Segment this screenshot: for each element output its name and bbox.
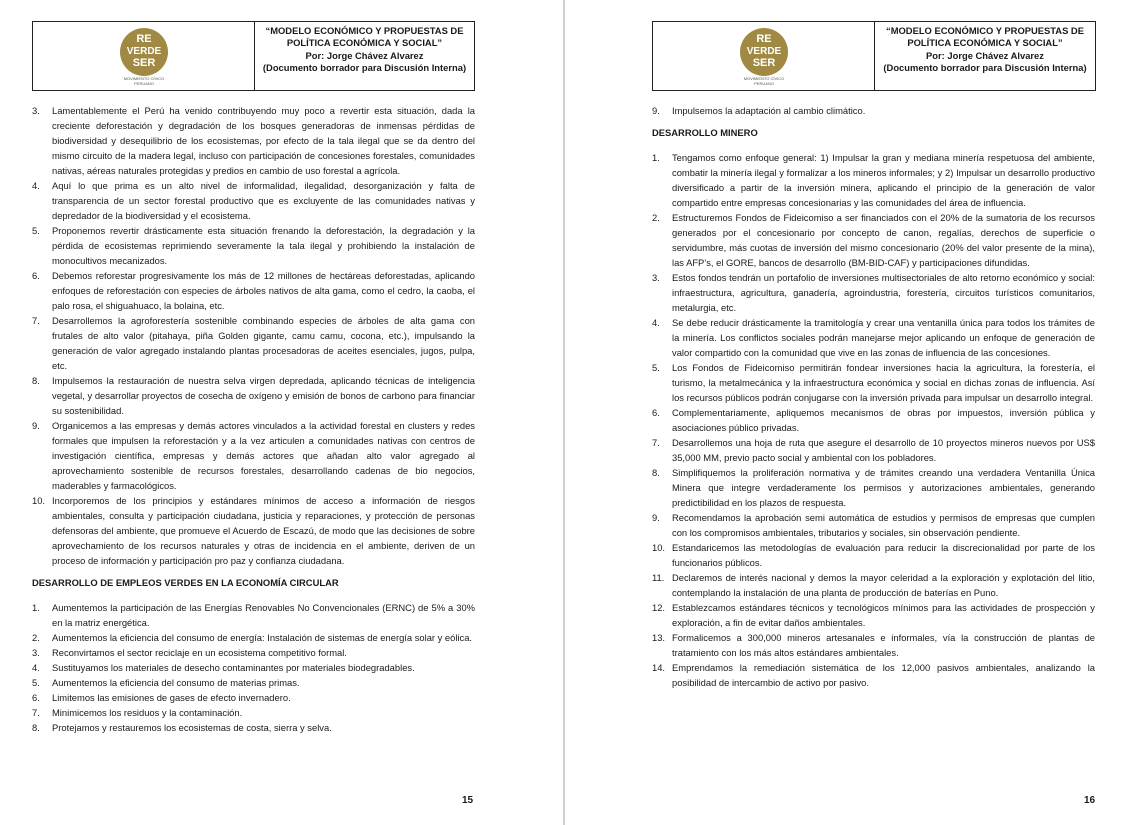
item-number: 4.	[32, 662, 40, 673]
item-number: 10.	[652, 542, 666, 553]
item-number: 6.	[652, 407, 660, 418]
list-item	[32, 720, 475, 735]
item-number: 1.	[32, 602, 40, 613]
header-title-line1: “MODELO ECONÓMICO Y PROPUESTAS DE	[886, 25, 1084, 36]
item-number: 10.	[32, 495, 46, 506]
list-item	[32, 705, 475, 720]
header-title-block	[255, 22, 474, 90]
item-text: Aquí lo que prima es un alto nivel de informalidad, ilegalidad, desorganización y falta de transparencia de un sector forestal productivo que es excluyente de las comunidades nativas y depredador de la biodiversidad y el ecosistema.	[52, 180, 475, 221]
item-text: Recomendamos la aprobación semi automática de estudios y permisos de empresas que cumplen con los compromisos ambientales, tributarios y sociales, sin observación pendiente.	[672, 512, 1095, 538]
header-note: (Documento borrador para Discusión Interna)	[883, 61, 1087, 73]
item-text: Se debe reducir drásticamente la tramitología y crear una ventanilla única para todos los trámites de la minería. Los conflictos sociales podrán manejarse mejor aplicando un enfoque de generación de valor compartido con la comunidad que vive en las zonas de influencia de las concesiones.	[672, 317, 1095, 358]
svg-text:PERUANO: PERUANO	[134, 81, 154, 86]
item-text: Aumentemos la eficiencia del consumo de materias primas.	[52, 677, 300, 688]
item-text: Desarrollemos una hoja de ruta que asegure el desarrollo de 10 proyectos mineros nuevos por US$ 35,000 MM, previo pacto social y ambiental con los pobladores.	[672, 437, 1095, 463]
item-number: 14.	[652, 662, 666, 673]
item-number: 8.	[32, 722, 40, 733]
list-item	[652, 465, 1095, 510]
item-number: 7.	[652, 437, 660, 448]
page-header	[32, 21, 475, 91]
item-number: 2.	[32, 632, 40, 643]
item-text: Los Fondos de Fideicomiso permitirán fondear inversiones hacia la agricultura, la forestería, el turismo, la metalmecánica y la infraestructura económica y social en dichas zonas de influencia. Así los recursos públicos podrán conjugarse con la inversión privada para impulsar un desarrollo integral.	[672, 362, 1095, 403]
item-number: 9.	[652, 512, 660, 523]
item-number: 1.	[652, 152, 660, 163]
item-text: Establezcamos estándares técnicos y tecnológicos mínimos para las actividades de prospección y exploración, a fin de evitar daños ambientales.	[672, 602, 1095, 628]
header-title-block	[875, 22, 1095, 90]
header-title-line1: “MODELO ECONÓMICO Y PROPUESTAS DE	[265, 25, 464, 36]
list-item	[32, 690, 475, 705]
list-item	[32, 675, 475, 690]
list-item	[652, 570, 1095, 600]
list-item	[32, 178, 475, 223]
list-item	[32, 373, 475, 418]
item-number: 3.	[652, 272, 660, 283]
list-item	[32, 313, 475, 373]
item-text: Declaremos de interés nacional y demos la mayor celeridad a la exploración y explotación del litio, contemplando la instalación de una planta de producción de baterías en Puno.	[672, 572, 1095, 598]
item-number: 9.	[32, 420, 40, 431]
header-note: (Documento borrador para Discusión Interna)	[262, 61, 467, 73]
header-author: Por: Jorge Chávez Alvarez	[926, 49, 1044, 61]
page-15	[0, 0, 563, 825]
item-number: 12.	[652, 602, 666, 613]
item-text: Organicemos a las empresas y demás actores vinculados a la actividad forestal en clusters y redes formales que impulsen la reforestación y a la vez articulen a comunidades nativas con centros de investigación científica, empresas y demás actores que añadan alto valor agregado al aprovechamiento sostenible de recursos forestales, desarrollando cadenas de bio negocios, maderables y farmacológicos.	[52, 420, 475, 491]
page-number: 15	[462, 795, 474, 806]
header-title-line2: POLÍTICA ECONÓMICA Y SOCIAL”	[907, 37, 1063, 49]
page-number: 16	[1084, 795, 1096, 806]
item-number: 6.	[32, 692, 40, 703]
item-text: Tengamos como enfoque general: 1) Impulsar la gran y mediana minería respetuosa del ambiente, combatir la minería ilegal y formalizar a los mineros informales; y 2) Impulsar un desarrollo productivo diversificado a partir de la inversión minera, aplicando el principio de la generación de valor compartido entre empresas concesionarias y las comunidades del área de influencia.	[672, 152, 1095, 208]
list-item	[652, 660, 1095, 690]
list-item	[32, 645, 475, 660]
numbered-list	[32, 103, 475, 568]
page-body	[652, 103, 1095, 690]
svg-text:VERDE: VERDE	[126, 46, 162, 57]
svg-text:SER: SER	[752, 57, 776, 69]
reverdeser-logo	[735, 26, 793, 86]
item-text: Desarrollemos la agroforestería sostenible combinando especies de árboles de alta gama con frutales de alto valor (pitahaya, piña Golden gigante, camu camu, cocona, etc.), impulsando la generación de valor agregado instalando plantas procesadoras de aceites esenciales, jugos, pulpa, etc.	[52, 315, 475, 371]
list-item	[32, 418, 475, 493]
list-item	[652, 315, 1095, 360]
page-16	[566, 0, 1140, 825]
list-item	[32, 223, 475, 268]
item-text: Simplifiquemos la proliferación normativa y de trámites creando una verdadera Ventanilla Única Minera que integre verdaderamente los permisos y autorizaciones ambientales, generando predictibilidad en los plazos de respuesta.	[672, 467, 1095, 508]
item-text: Aumentemos la participación de las Energías Renovables No Convencionales (ERNC) de 5% a 30% en la matriz energética.	[52, 602, 475, 628]
list-item	[32, 493, 475, 568]
item-text: Complementariamente, apliquemos mecanismos de obras por impuestos, inversión pública y asociaciones público privadas.	[672, 407, 1095, 433]
numbered-list	[652, 103, 1095, 118]
section-heading: DESARROLLO MINERO	[652, 127, 758, 138]
list-item	[652, 405, 1095, 435]
list-item	[652, 150, 1095, 210]
list-item	[32, 630, 475, 645]
item-number: 3.	[32, 105, 40, 116]
list-item	[652, 103, 1095, 118]
numbered-list	[32, 600, 475, 735]
item-text: Protejamos y restauremos los ecosistemas de costa, sierra y selva.	[52, 722, 332, 733]
item-text: Debemos reforestar progresivamente los más de 12 millones de hectáreas deforestadas, aplicando enfoques de reforestación con especies de árboles nativos de alta gama, como el cedro, la caoba, el palo rosa, el shiguahuaco, la bolaina, etc.	[52, 270, 475, 311]
item-number: 11.	[652, 572, 665, 583]
item-text: Estructuremos Fondos de Fideicomiso a ser financiados con el 20% de la sumatoria de los recursos generados por el concesionario por concepto de canon, regalías, derechos de superficie o servidumbre, más cuotas de inversión del mismo concesionario (20% del valor presente de la mina), las AFP’s, el GORE, bancos de desarrollo (BM-BID-CAF) y participaciones difundidas.	[672, 212, 1095, 268]
svg-text:MOVIMIENTO CÍVICO: MOVIMIENTO CÍVICO	[743, 76, 785, 81]
item-number: 8.	[652, 467, 660, 478]
svg-text:VERDE: VERDE	[746, 46, 782, 57]
item-number: 7.	[32, 707, 40, 718]
svg-text:RE: RE	[136, 33, 152, 45]
item-number: 5.	[32, 225, 40, 236]
list-item	[32, 600, 475, 630]
item-text: Formalicemos a 300,000 mineros artesanales e informales, vía la construcción de plantas de tratamiento con los más altos estándares ambientales.	[672, 632, 1095, 658]
list-item	[652, 630, 1095, 660]
item-number: 5.	[652, 362, 660, 373]
list-item	[652, 600, 1095, 630]
item-text: Aumentemos la eficiencia del consumo de energía: Instalación de sistemas de energía solar y eólica.	[52, 632, 473, 643]
item-number: 7.	[32, 315, 40, 326]
item-text: Emprendamos la remediación sistemática de los 12,000 pasivos ambientales, analizando la posibilidad de intercambio de activo por pasivo.	[672, 662, 1095, 688]
header-title-line2: POLÍTICA ECONÓMICA Y SOCIAL”	[286, 37, 443, 49]
logo-cell	[33, 22, 255, 90]
svg-text:PERUANO: PERUANO	[754, 81, 774, 86]
svg-text:RE: RE	[756, 33, 772, 45]
svg-text:MOVIMIENTO CÍVICO: MOVIMIENTO CÍVICO	[123, 76, 165, 81]
svg-text:SER: SER	[132, 57, 156, 69]
item-text: Sustituyamos los materiales de desecho contaminantes por materiales biodegradables.	[52, 662, 415, 673]
list-item	[32, 268, 475, 313]
item-text: Proponemos revertir drásticamente esta situación frenando la deforestación, la degradación y la pérdida de ecosistemas reprimiendo severamente la tala ilegal y prohibiendo la instalación de monocultivos mecanizados.	[52, 225, 475, 266]
item-text: Lamentablemente el Perú ha venido contribuyendo muy poco a revertir esta situación, dada la creciente deforestación y degradación de los bosques generadoras de inmensas pérdidas de biodiversidad y desequilibrio de los ecosistemas, por efecto de la tala ilegal que se da dentro del mismo circuito de la madera legal, incluso con participación de concesiones forestales, comunidades nativas, aéreas naturales protegidas y predios en cambio de uso forestal a agrícola.	[52, 105, 475, 176]
list-item	[652, 510, 1095, 540]
numbered-list	[652, 150, 1095, 690]
page-divider	[563, 0, 565, 825]
item-number: 9.	[652, 105, 660, 116]
item-text: Estandaricemos las metodologías de evaluación para reducir la discrecionalidad por parte de los funcionarios públicos.	[672, 542, 1095, 568]
list-item	[652, 270, 1095, 315]
list-item	[652, 435, 1095, 465]
item-number: 6.	[32, 270, 40, 281]
item-text: Limitemos las emisiones de gases de efecto invernadero.	[52, 692, 291, 703]
item-text: Incorporemos de los principios y estándares mínimos de acceso a información de riesgos ambientales, consulta y participación ciudadana, justicia y reparaciones, y protección de personas defensoras del ambiente, que promueve el Acuerdo de Escazú, de modo que las decisiones de sobre aprovechamiento de los recursos naturales y otras de incidencia en el ambiente, deriven de un proceso de información y participación pro paz y confianza ciudadana.	[52, 495, 475, 566]
item-number: 5.	[32, 677, 40, 688]
list-item	[652, 210, 1095, 270]
item-number: 2.	[652, 212, 660, 223]
item-text: Impulsemos la adaptación al cambio climático.	[672, 105, 866, 116]
item-number: 4.	[32, 180, 40, 191]
list-item	[32, 103, 475, 178]
item-number: 13.	[652, 632, 666, 643]
item-text: Estos fondos tendrán un portafolio de inversiones multisectoriales de alto retorno económico y social: infraestructura, agricultura, ganadería, agroindustria, forestería, circuitos turísticos comunitarios, metalurgia, etc.	[672, 272, 1095, 313]
item-text: Reconvirtamos el sector reciclaje en un ecosistema competitivo formal.	[52, 647, 347, 658]
section-heading: DESARROLLO DE EMPLEOS VERDES EN LA ECONOMÍA CIRCULAR	[32, 577, 339, 588]
item-text: Impulsemos la restauración de nuestra selva virgen depredada, aplicando técnicas de inteligencia vegetal, y desarrollar proyectos de cosecha de oxígeno y emisión de bonos de carbono para financiar su sostenibilidad.	[52, 375, 475, 416]
logo-cell	[653, 22, 875, 90]
item-number: 3.	[32, 647, 40, 658]
page-header	[652, 21, 1096, 91]
item-number: 4.	[652, 317, 660, 328]
header-author: Por: Jorge Chávez Alvarez	[305, 49, 424, 61]
reverdeser-logo	[115, 26, 173, 86]
list-item	[32, 660, 475, 675]
list-item	[652, 360, 1095, 405]
page-body	[32, 103, 475, 735]
item-number: 8.	[32, 375, 40, 386]
list-item	[652, 540, 1095, 570]
item-text: Minimicemos los residuos y la contaminación.	[52, 707, 243, 718]
